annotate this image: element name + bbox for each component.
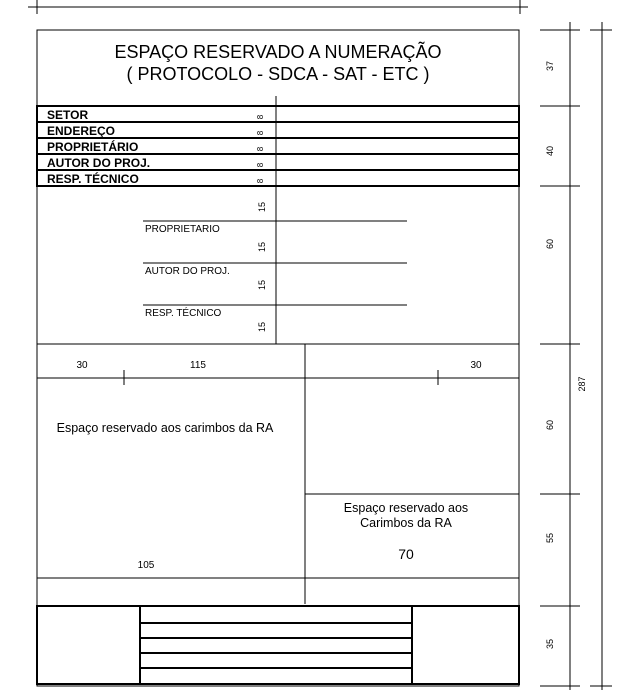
- stamp-left-width: 105: [137, 560, 155, 571]
- top-border-stub: [28, 0, 528, 14]
- info-label-autor: AUTOR DO PROJ.: [47, 156, 151, 170]
- stamp-dim-left: 30: [76, 360, 88, 371]
- signature-dim-resp-tecnico: 15: [257, 321, 267, 333]
- stamp-left-text: Espaço reservado aos carimbos da RA: [56, 421, 274, 435]
- title-block: [37, 606, 519, 684]
- info-row-setor: [37, 106, 519, 122]
- stamp-right-width: 70: [398, 546, 414, 562]
- info-dim-resp-tecnico: 8: [256, 178, 265, 184]
- signature-label-autor: AUTOR DO PROJ.: [145, 266, 230, 277]
- info-dim-proprietario: 8: [256, 146, 265, 152]
- info-label-proprietario: PROPRIETÁRIO: [47, 140, 139, 154]
- stamp-dim-middle: 115: [190, 360, 206, 371]
- side-dim-4: 60: [545, 419, 555, 431]
- signatures-area: [143, 186, 407, 344]
- stamp-right-text-line2: Carimbos da RA: [360, 516, 452, 530]
- info-label-setor: SETOR: [47, 108, 89, 122]
- info-dim-endereco: 8: [256, 130, 265, 136]
- info-table: [37, 96, 519, 186]
- side-dimensions: [540, 22, 612, 690]
- side-dim-total: 287: [577, 376, 587, 392]
- stamp-right-text-line1: Espaço reservado aos: [343, 501, 469, 515]
- header-title-line1: ESPAÇO RESERVADO A NUMERAÇÃO: [114, 42, 442, 62]
- info-label-resp-tecnico: RESP. TÉCNICO: [47, 172, 139, 186]
- signature-label-resp-tecnico: RESP. TÉCNICO: [145, 308, 222, 319]
- numbering-header: [114, 41, 441, 84]
- side-dim-6: 35: [545, 638, 555, 650]
- side-dim-1: 37: [545, 60, 555, 72]
- header-title-line2: ( PROTOCOLO - SDCA - SAT - ETC ): [126, 64, 430, 84]
- signature-dim-autor: 15: [257, 279, 267, 291]
- stamp-dim-right: 30: [470, 360, 482, 371]
- side-dim-5: 55: [545, 532, 555, 544]
- signature-dim-proprietario: 15: [257, 241, 267, 253]
- info-dim-setor: 8: [256, 114, 265, 120]
- info-dim-autor: 8: [256, 162, 265, 168]
- signature-top-dim: 15: [257, 201, 267, 213]
- side-dim-3: 60: [545, 238, 555, 250]
- stamps-area: [37, 344, 519, 604]
- side-dim-2: 40: [545, 145, 555, 157]
- signature-label-proprietario: PROPRIETARIO: [145, 224, 220, 235]
- info-label-endereco: ENDEREÇO: [47, 124, 116, 138]
